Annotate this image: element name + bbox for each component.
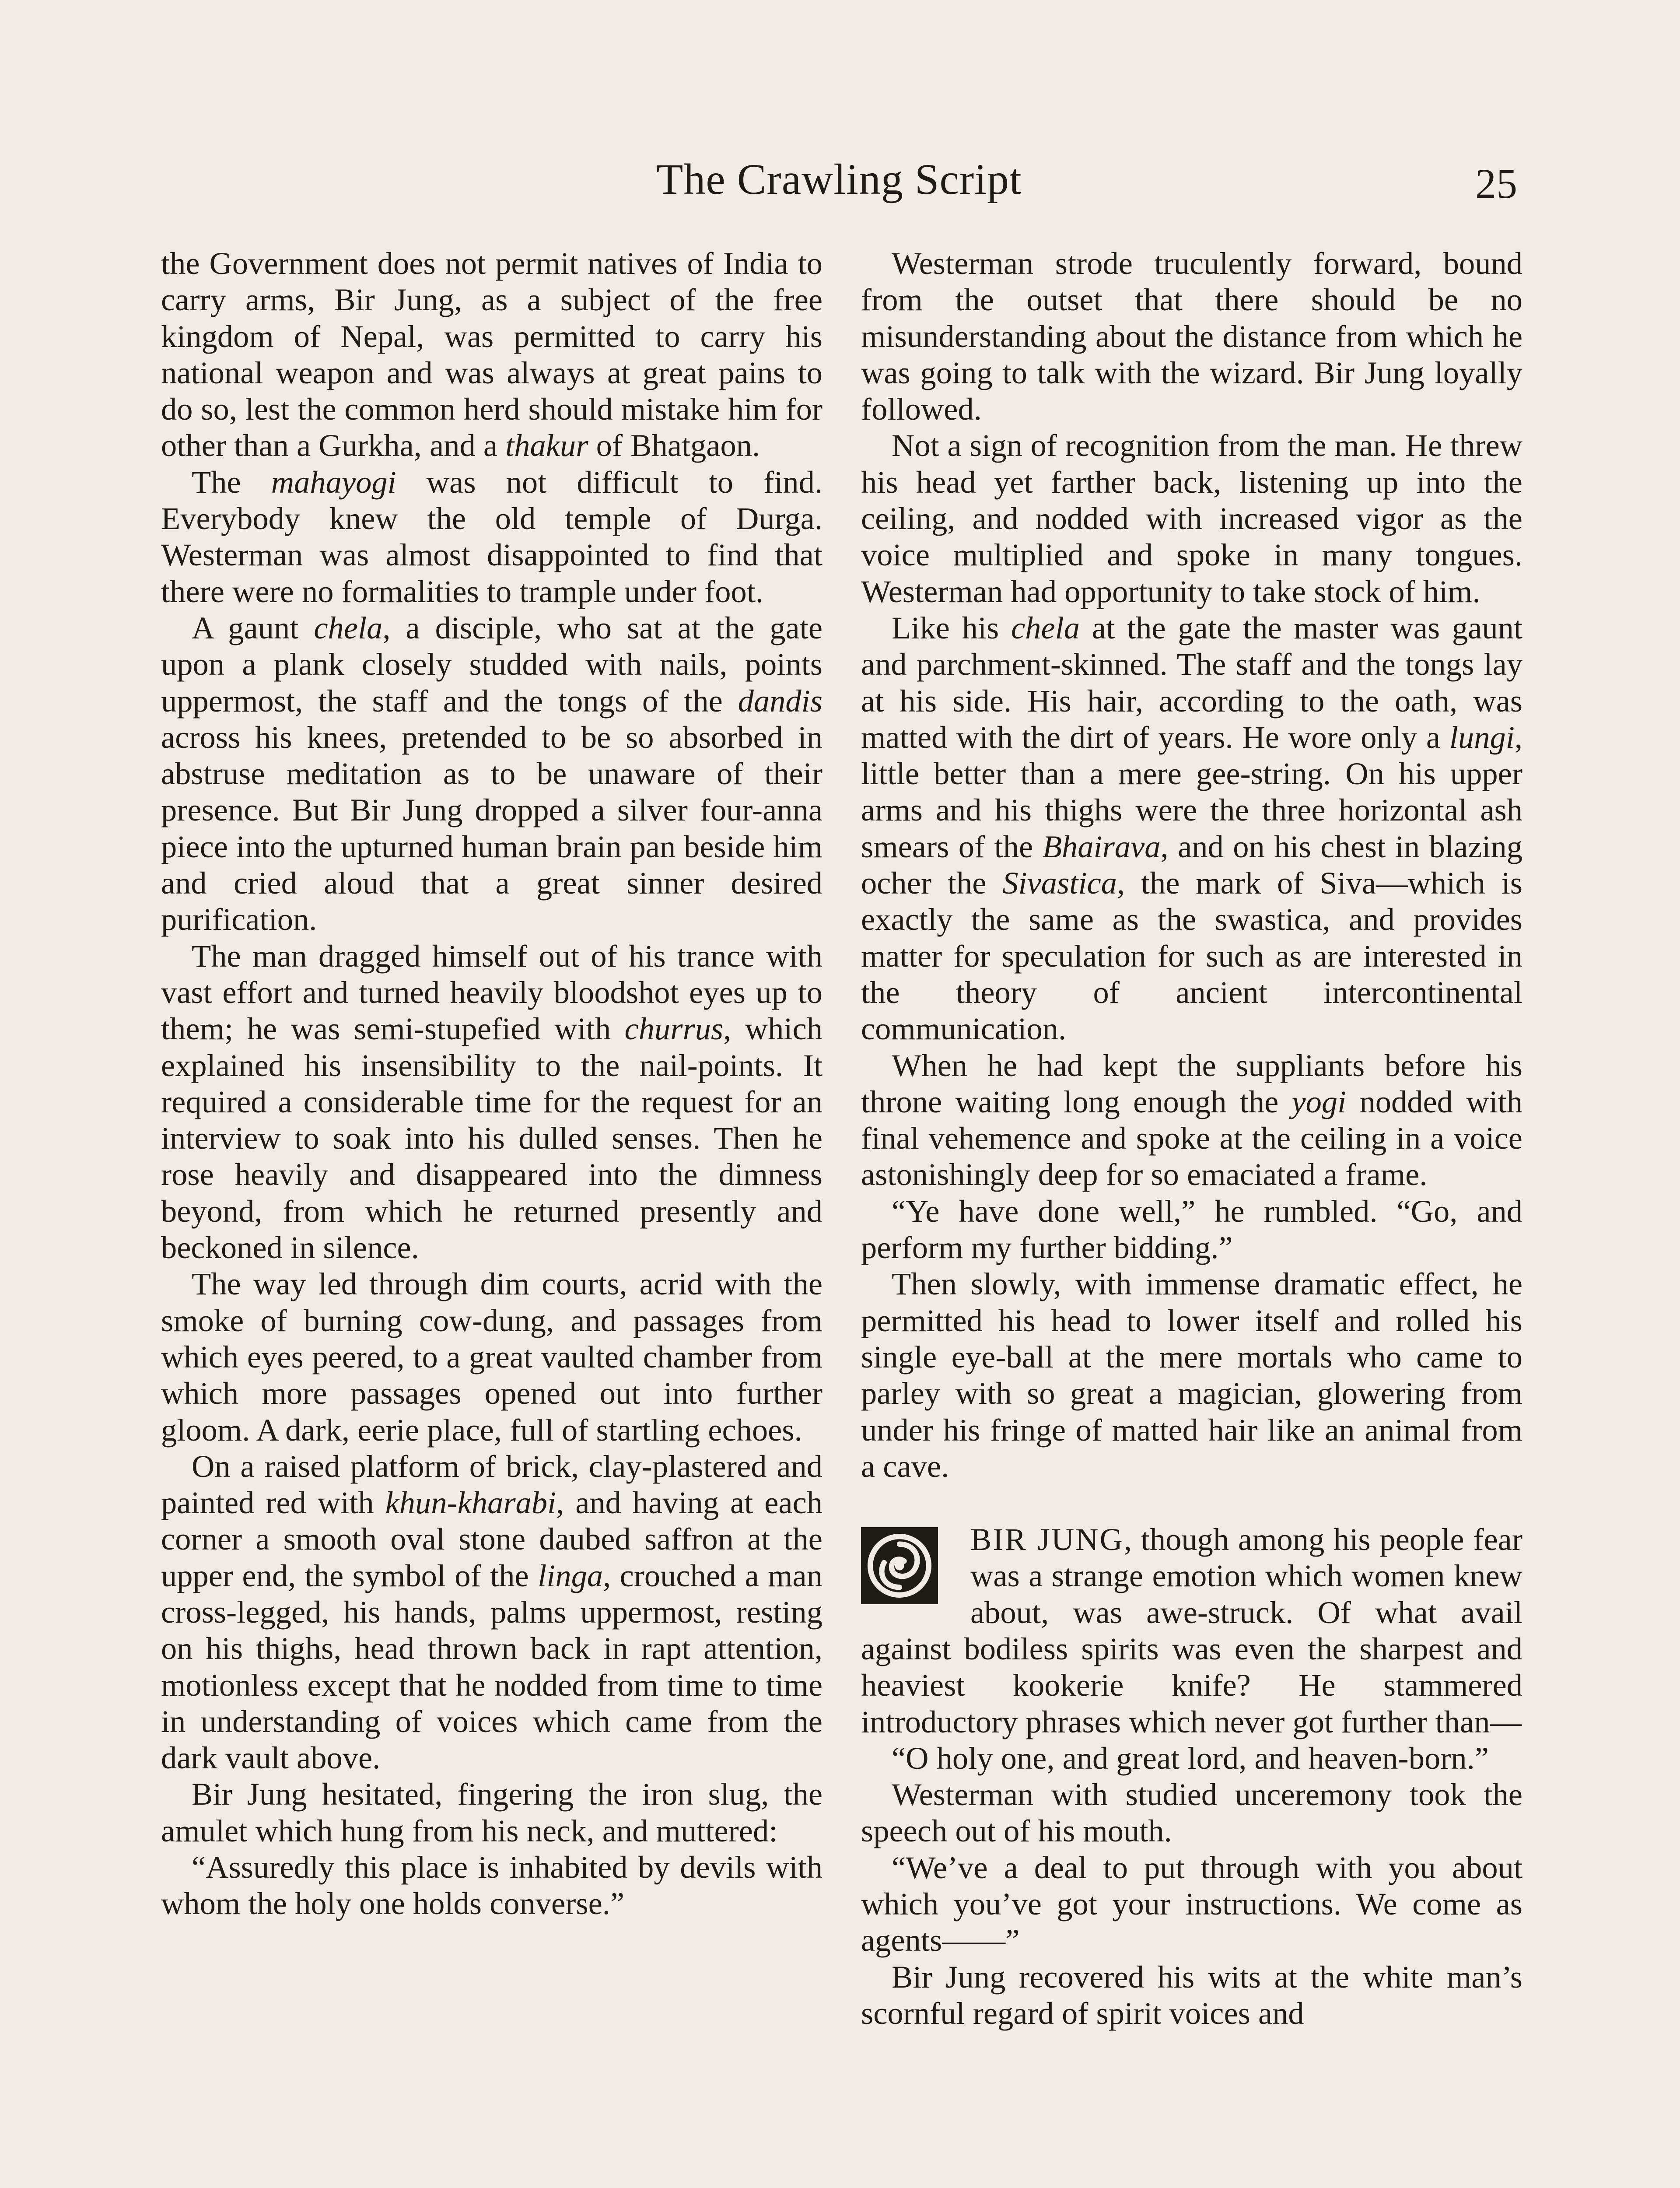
paragraph: Bir Jung recovered his wits at the white man’s scornful regard of spirit voices and <box>861 1959 1522 2031</box>
paragraph: When he had kept the suppliants before his throne waiting long enough the yogi nodded with final vehemence and spoke at the ceiling in a voice astonishingly deep for so emaciated a frame. <box>861 1047 1522 1192</box>
paragraph: The mahayogi was not difficult to find. Everybody knew the old temple of Durga. Westerman was almost disappointed to find that there were no formalities to trample under foot. <box>161 464 822 609</box>
paragraph-quote: “We’ve a deal to put through with you about which you’ve got your instructions. We come as agents——” <box>861 1849 1522 1958</box>
right-column <box>861 245 1522 2031</box>
page-header <box>161 151 1517 217</box>
section-opening-paragraph: BIR JUNG, though among his people fear was a strange emotion which women knew about, was awe-struck. Of what avail against bodiless spirits was even the sharpest and heaviest kookerie knife? He stammered introductory phrases which never got further than— <box>861 1522 1522 1739</box>
paragraph: Then slowly, with immense dramatic effect, he permitted his head to lower itself and rolled his single eye-ball at the mere mortals who came to parley with so great a magician, glowering from under his fringe of matted hair like an animal from a cave. <box>861 1266 1522 1484</box>
paragraph: Like his chela at the gate the master was gaunt and parchment-skinned. The staff and the tongs lay at his side. His hair, according to the oath, was matted with the dirt of years. He wore only a lungi, little better than a mere gee-string. On his upper arms and his thighs were the three horizontal ash smears of the Bhairava, and on his chest in blazing ocher the Sivastica, the mark of Siva—which is exactly the same as the swastica, and provides matter for speculation for such as are interested in the theory of ancient intercontinental communication. <box>861 610 1523 1047</box>
page-number: 25 <box>1475 160 1517 207</box>
paragraph: On a raised platform of brick, clay-plastered and painted red with khun-kharabi, and having at each corner a smooth oval stone daubed saffron at the upper end, the symbol of the linga, crouched a man cross-legged, his hands, palms uppermost, resting on his thighs, head thrown back in rapt attention, motionless except that he nodded from time to time in understanding of voices which came from the dark vault above. <box>161 1448 823 1776</box>
spiral-ornament-icon <box>861 1527 938 1604</box>
running-title: The Crawling Script <box>656 155 1022 203</box>
paragraph-quote: “O holy one, and great lord, and heaven-born.” <box>892 1740 1489 1776</box>
paragraph-quote: “Ye have done well,” he rumbled. “Go, and perform my further bidding.” <box>861 1193 1522 1266</box>
paragraph: The way led through dim courts, acrid with the smoke of burning cow-dung, and passages from which eyes peered, to a great vaulted chamber from which more passages opened out into further gloom. A dark, eerie place, full of startling echoes. <box>161 1266 822 1448</box>
paragraph: Westerman with studied unceremony took the speech out of his mouth. <box>861 1777 1522 1849</box>
paragraph-quote: “Assuredly this place is inhabited by devils with whom the holy one holds converse.” <box>161 1849 822 1922</box>
left-column <box>161 245 822 1922</box>
paragraph: A gaunt chela, a disciple, who sat at the gate upon a plank closely studded with nails, points uppermost, the staff and the tongs of the dandis across his knees, pretended to be so absorbed in abstruse meditation as to be unaware of their presence. But Bir Jung dropped a silver four-anna piece into the upturned human brain pan beside him and cried aloud that a great sinner desired purification. <box>161 610 822 937</box>
paragraph: Bir Jung hesitated, fingering the iron slug, the amulet which hung from his neck, and muttered: <box>161 1776 822 1848</box>
paragraph: The man dragged himself out of his trance with vast effort and turned heavily bloodshot eyes up to them; he was semi-stupefied with churrus, which explained his insensibility to the nail-points. It required a considerable time for the request for an interview to soak into his dulled senses. Then he rose heavily and disappeared into the dimness beyond, from which he returned presently and beckoned in silence. <box>161 938 822 1266</box>
paragraph: Not a sign of recognition from the man. He threw his head yet farther back, listening up into the ceiling, and nodded with increased vigor as the voice multiplied and spoke in many tongues. Westerman had opportunity to take stock of him. <box>861 428 1522 609</box>
paragraph-continuation: the Government does not permit natives of India to carry arms, Bir Jung, as a subject of the free kingdom of Nepal, was permitted to carry his national weapon and was always at great pains to do so, lest the common herd should mistake him for other than a Gurkha, and a thakur of Bhatgaon. <box>161 245 822 463</box>
paragraph: Westerman strode truculently forward, bound from the outset that there should be no misunderstanding about the distance from which he was going to talk with the wizard. Bir Jung loyally followed. <box>861 245 1522 427</box>
